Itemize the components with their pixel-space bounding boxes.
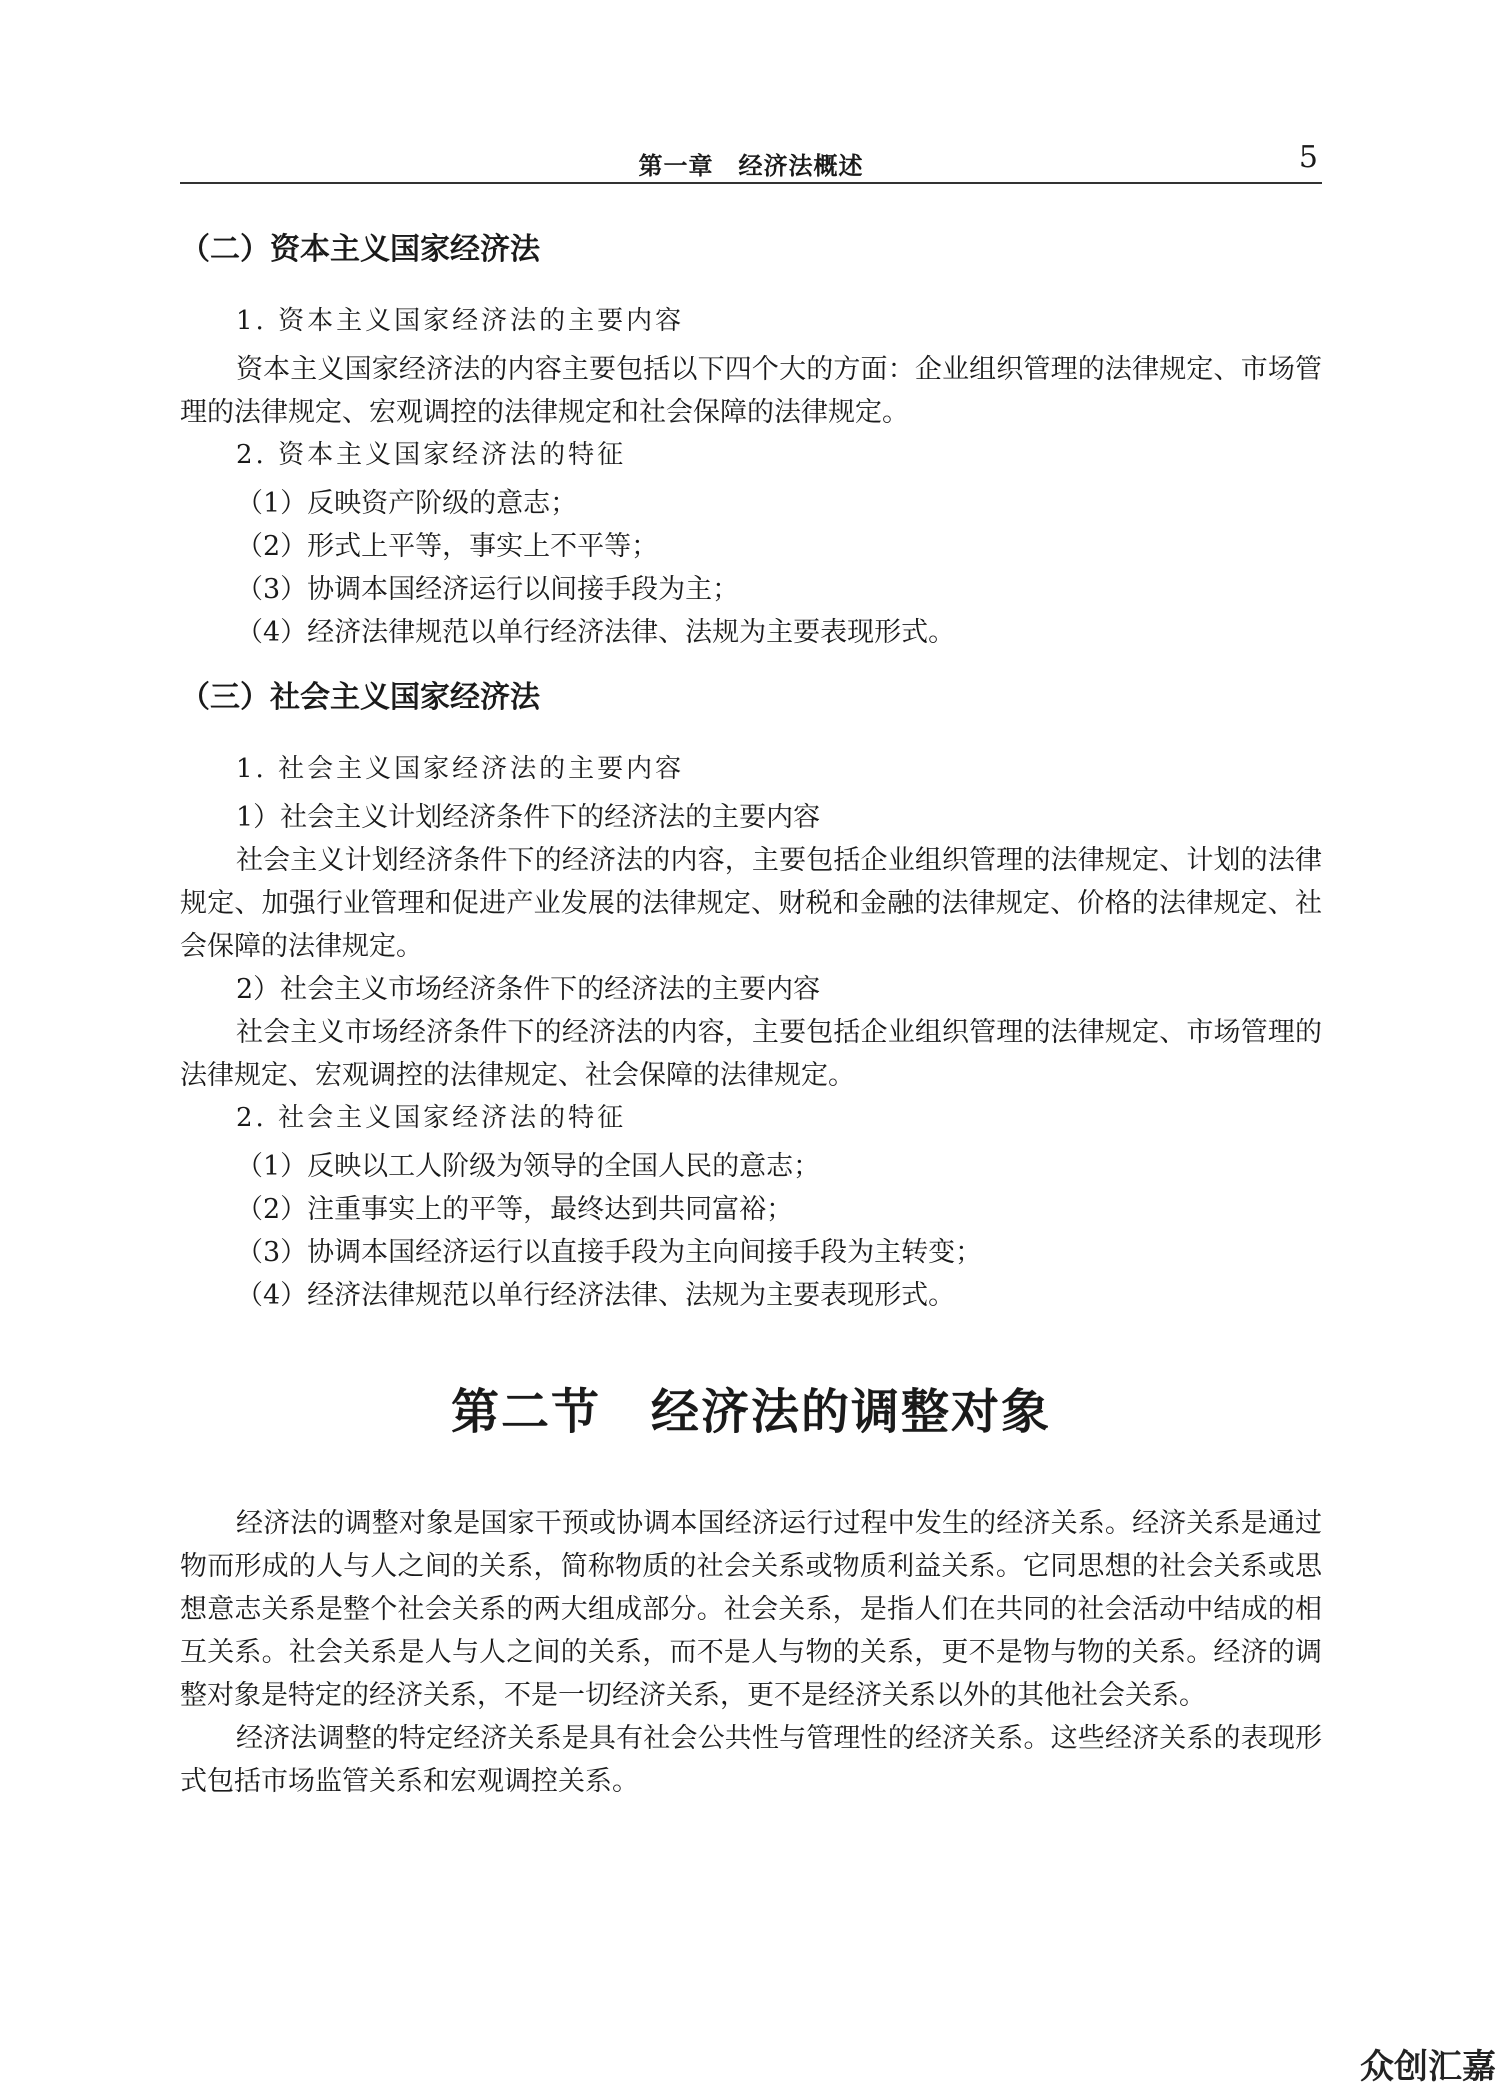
subheading-market-economy: 2）社会主义市场经济条件下的经济法的主要内容	[236, 974, 821, 1005]
list-item: （4）经济法律规范以单行经济法律、法规为主要表现形式。	[236, 617, 956, 648]
list-item: （3）协调本国经济运行以间接手段为主；	[236, 574, 740, 605]
paragraph: 社会主义计划经济条件下的经济法的内容，主要包括企业组织管理的法律规定、计划的法律规定、加强行业管理和促进产业发展的法律规定、财税和金融的法律规定、价格的法律规定、社会保障的法律规定。	[180, 845, 1322, 962]
subheading-capitalist-features: 2. 资本主义国家经济法的特征	[236, 440, 627, 470]
subheading-socialist-content: 1. 社会主义国家经济法的主要内容	[236, 754, 685, 784]
heading-capitalist-law: （二）资本主义国家经济法	[180, 232, 540, 267]
list-item: （1）反映以工人阶级为领导的全国人民的意志；	[236, 1151, 821, 1182]
page-number: 5	[1298, 140, 1318, 175]
watermark-logo: 众创汇嘉	[1360, 2047, 1496, 2087]
subheading-capitalist-content: 1. 资本主义国家经济法的主要内容	[236, 306, 685, 336]
paragraph: 社会主义市场经济条件下的经济法的内容，主要包括企业组织管理的法律规定、市场管理的法律规定、宏观调控的法律规定、社会保障的法律规定。	[180, 1017, 1322, 1091]
list-item: （2）注重事实上的平等，最终达到共同富裕；	[236, 1194, 794, 1225]
list-item: （2）形式上平等，事实上不平等；	[236, 531, 659, 562]
subheading-socialist-features: 2. 社会主义国家经济法的特征	[236, 1103, 627, 1133]
paragraph: 资本主义国家经济法的内容主要包括以下四个大的方面：企业组织管理的法律规定、市场管理的法律规定、宏观调控的法律规定和社会保障的法律规定。	[180, 354, 1322, 428]
paragraph: 经济法调整的特定经济关系是具有社会公共性与管理性的经济关系。这些经济关系的表现形式包括市场监管关系和宏观调控关系。	[180, 1723, 1322, 1797]
list-item: （3）协调本国经济运行以直接手段为主向间接手段为主转变；	[236, 1237, 983, 1268]
chapter-title: 第一章 经济法概述	[638, 152, 864, 180]
page-header	[180, 140, 1322, 184]
paragraph: 经济法的调整对象是国家干预或协调本国经济运行过程中发生的经济关系。经济关系是通过物而形成的人与人之间的关系，简称物质的社会关系或物质利益关系。它同思想的社会关系或思想意志关系是整个社会关系的两大组成部分。社会关系，是指人们在共同的社会活动中结成的相互关系。社会关系是人与人之间的关系，而不是人与物的关系，更不是物与物的关系。经济的调整对象是特定的经济关系，不是一切经济关系，更不是经济关系以外的其他社会关系。	[180, 1508, 1322, 1711]
list-item: （4）经济法律规范以单行经济法律、法规为主要表现形式。	[236, 1280, 956, 1311]
subheading-planned-economy: 1）社会主义计划经济条件下的经济法的主要内容	[236, 802, 821, 833]
section-title: 第二节 经济法的调整对象	[450, 1384, 1051, 1440]
heading-socialist-law: （三）社会主义国家经济法	[180, 680, 540, 715]
page-content	[180, 226, 1322, 1803]
list-item: （1）反映资产阶级的意志；	[236, 488, 578, 519]
